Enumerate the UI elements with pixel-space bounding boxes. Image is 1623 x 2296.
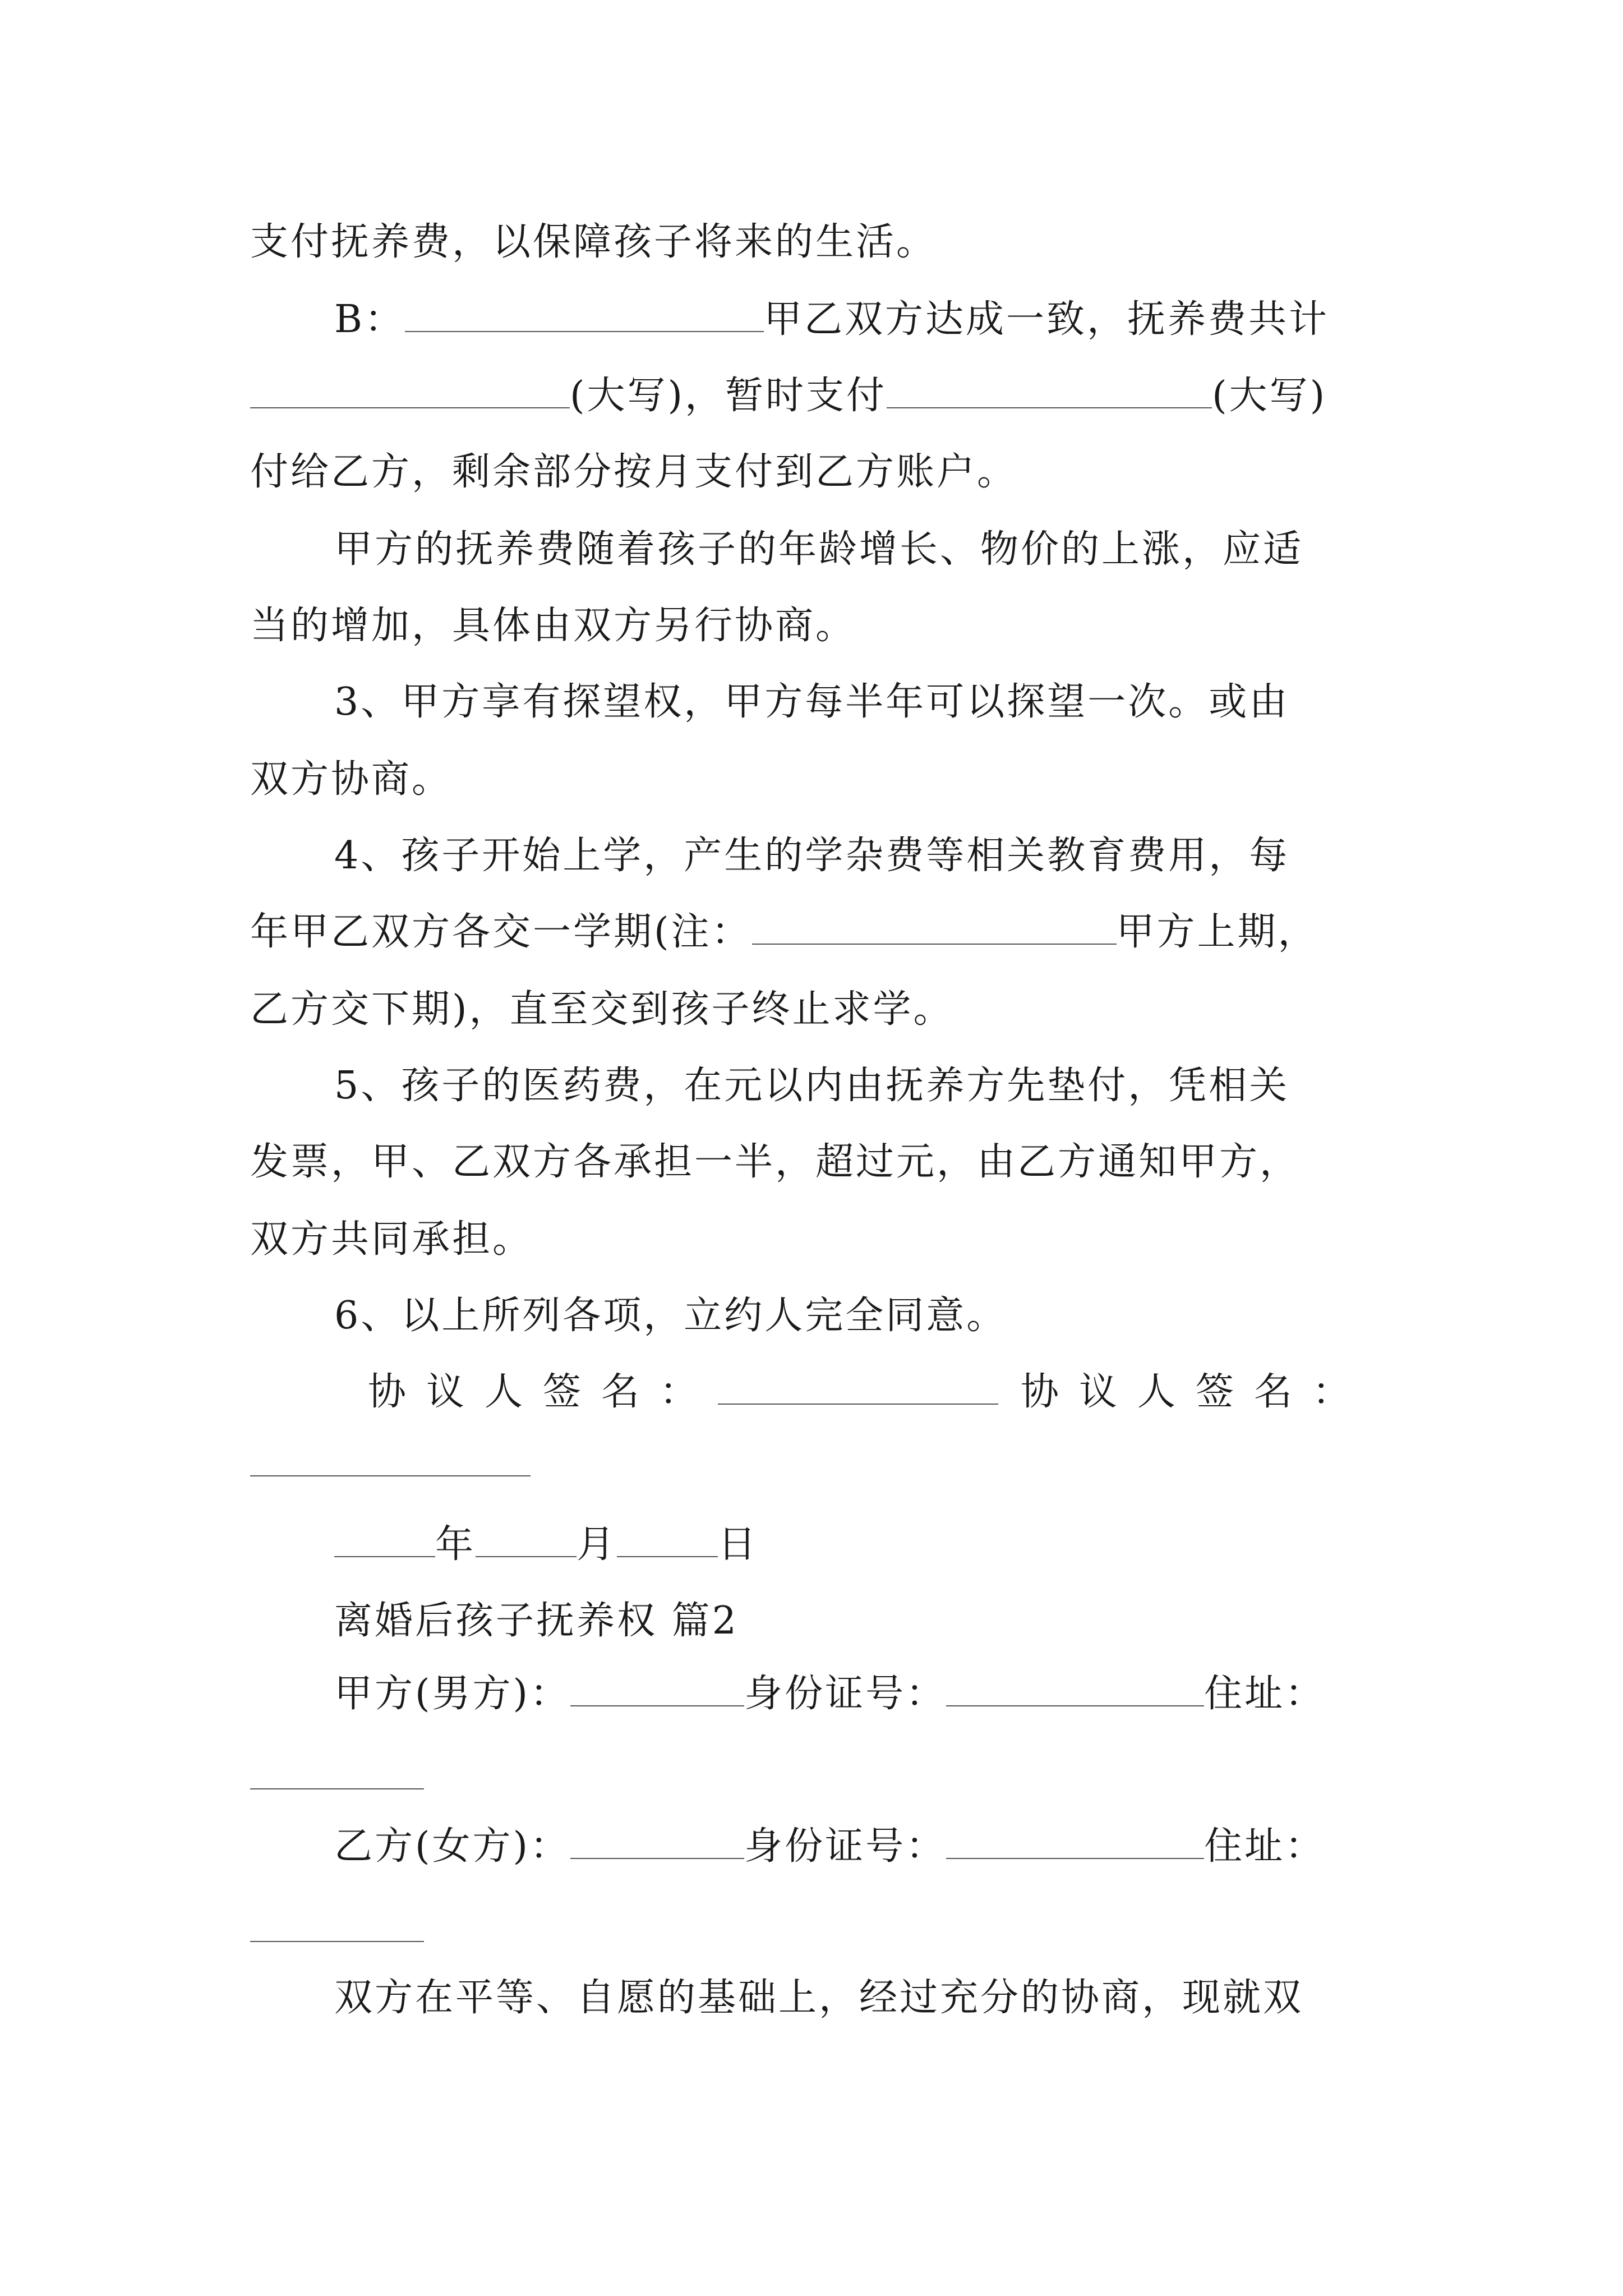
id-label: 身份证号： [744, 1672, 947, 1716]
text: 甲方上期， [1116, 910, 1318, 954]
id-label: 身份证号： [744, 1824, 947, 1869]
text: 发票，甲、乙双方各承担一半，超过元，由乙方通知甲方， [250, 1140, 1301, 1184]
blank-field [250, 372, 570, 408]
day-label: 日 [718, 1522, 759, 1567]
paragraph-line [250, 1206, 1394, 1273]
paragraph-line [334, 286, 1478, 353]
text: 年甲乙双方各交一学期(注： [250, 910, 752, 954]
month-blank [476, 1521, 577, 1557]
text: 甲乙双方达成一致，抚养费共计 [763, 297, 1329, 342]
paragraph-line [334, 822, 1478, 890]
address-label: 住址： [1204, 1672, 1326, 1716]
address-blank [250, 1788, 424, 1789]
address-blank [250, 1941, 424, 1942]
signature-label: 协议人签名： [1021, 1370, 1371, 1414]
paragraph-line [334, 1964, 1478, 2032]
blank-field [887, 372, 1212, 408]
text: (大写)，暂时支付 [570, 374, 887, 418]
paragraph-line [250, 746, 1394, 813]
id-blank [946, 1671, 1204, 1706]
address-label: 住址： [1204, 1824, 1326, 1869]
paragraph-line [334, 669, 1478, 736]
party-a-line [334, 1660, 1478, 1728]
text: 5、孩子的医药费，在元以内由抚养方先垫付，凭相关 [334, 1064, 1290, 1108]
text: (大写) [1212, 374, 1327, 418]
b-label: B： [334, 297, 405, 342]
blank-field [405, 296, 764, 332]
name-blank [570, 1823, 744, 1859]
heading-text: 离婚后孩子抚养权 篇2 [334, 1599, 739, 1643]
paragraph-line [250, 976, 1394, 1043]
signature-line [368, 1359, 1512, 1426]
signature-blank [250, 1475, 531, 1476]
year-blank [334, 1521, 435, 1557]
month-label: 月 [577, 1522, 617, 1567]
text: 当的增加，具体由双方另行协商。 [250, 604, 856, 648]
day-blank [617, 1521, 718, 1557]
party-a-label: 甲方(男方)： [334, 1672, 571, 1716]
paragraph-line [250, 1129, 1394, 1196]
blank-field [752, 909, 1117, 945]
date-line [334, 1511, 1478, 1579]
signature-label: 协议人签名： [368, 1370, 718, 1414]
text: 甲方的抚养费随着孩子的年龄增长、物价的上涨，应适 [334, 527, 1304, 572]
text: 双方在平等、自愿的基础上，经过充分的协商，现就双 [334, 1976, 1304, 2020]
text: 6、以上所列各项，立约人完全同意。 [334, 1294, 1007, 1338]
text: 4、孩子开始上学，产生的学杂费等相关教育费用，每 [334, 834, 1290, 878]
text: 支付抚养费，以保障孩子将来的生活。 [250, 220, 937, 264]
party-b-label: 乙方(女方)： [334, 1824, 571, 1869]
party-b-line [334, 1813, 1478, 1880]
text: 付给乙方，剩余部分按月支付到乙方账户。 [250, 450, 1018, 494]
text: 3、甲方享有探望权，甲方每半年可以探望一次。或由 [334, 680, 1290, 724]
text: 乙方交下期)，直至交到孩子终止求学。 [250, 987, 954, 1032]
paragraph-line [334, 1282, 1478, 1350]
paragraph-line [334, 516, 1478, 583]
paragraph-line [250, 362, 1394, 430]
section-heading [334, 1588, 1478, 1655]
paragraph-line [250, 209, 1394, 276]
paragraph-line [334, 1052, 1478, 1120]
paragraph-line [250, 899, 1394, 966]
id-blank [946, 1823, 1204, 1859]
text: 双方协商。 [250, 757, 453, 802]
signature-blank [718, 1369, 998, 1405]
paragraph-line [250, 592, 1394, 660]
year-label: 年 [435, 1522, 476, 1567]
text: 双方共同承担。 [250, 1217, 533, 1262]
paragraph-line [250, 439, 1394, 506]
name-blank [570, 1671, 744, 1706]
